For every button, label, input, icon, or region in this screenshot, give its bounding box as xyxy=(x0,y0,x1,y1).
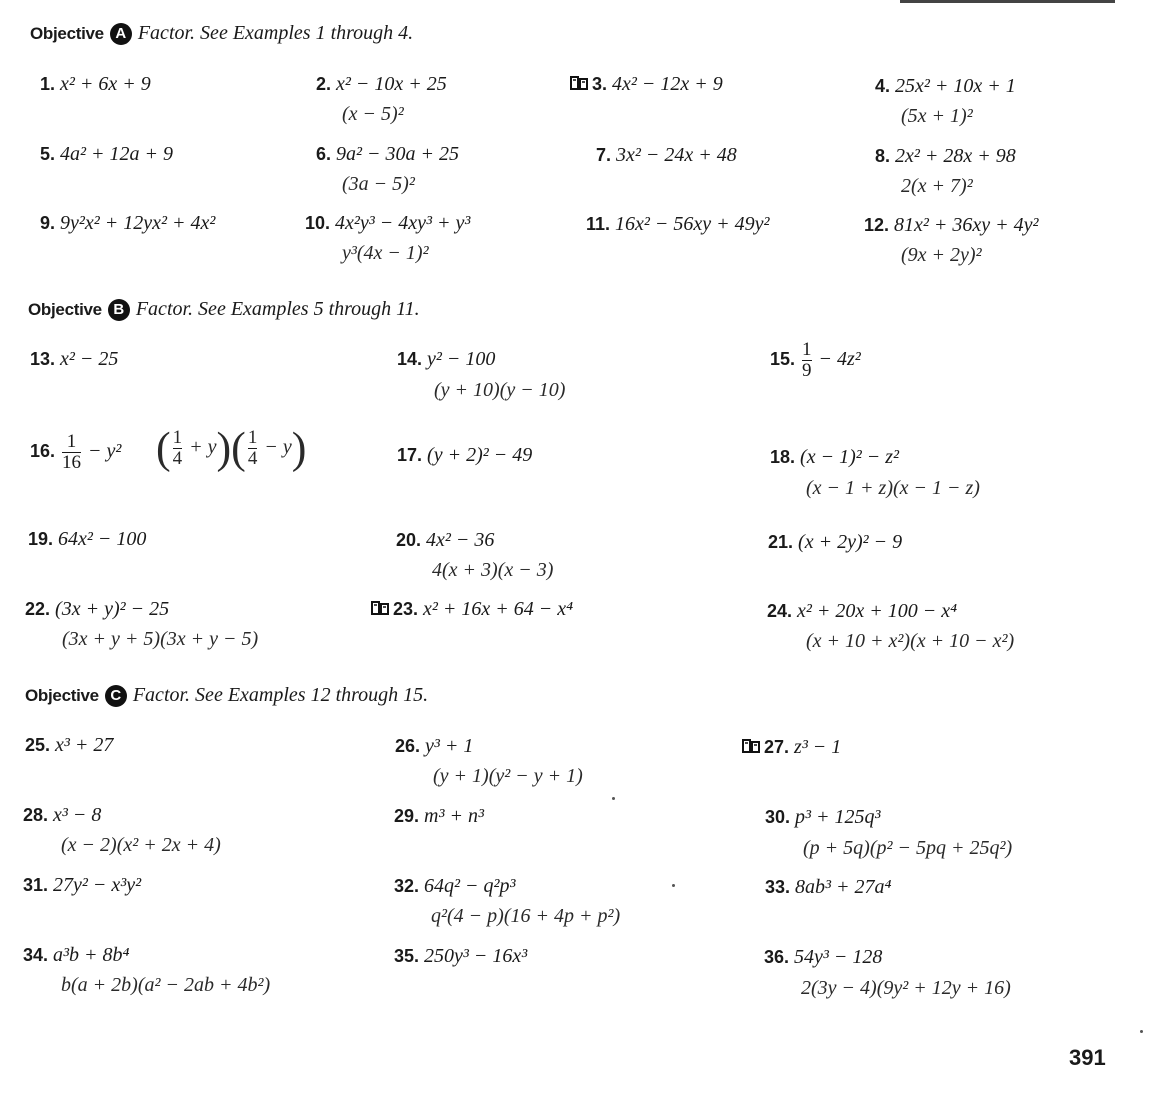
scan-mark xyxy=(1140,1030,1143,1033)
header-rule xyxy=(900,0,1115,3)
answer-6: (3a − 5)² xyxy=(342,173,415,195)
answer-8: 2(x + 7)² xyxy=(901,175,973,197)
answer-26: (y + 1)(y² − y + 1) xyxy=(433,765,583,787)
video-icon xyxy=(568,73,590,93)
fraction-one-sixteenth: $\frac{1}{16}$ xyxy=(62,431,82,473)
problem-5: 5. 4a² + 12a + 9 xyxy=(40,143,174,165)
objective-a-header xyxy=(30,22,413,45)
problem-1: 1. x² + 6x + 9 xyxy=(40,73,151,95)
problem-7: 7. 3x² − 24x + 48 xyxy=(596,144,737,166)
problem-22: 22. (3x + y)² − 25 xyxy=(25,598,170,620)
problem-3: 3. 4x² − 12x + 9 xyxy=(568,72,723,96)
problem-6: 6. 9a² − 30a + 25 xyxy=(316,143,460,165)
problem-23: 23. x² + 16x + 64 − x⁴ xyxy=(369,597,573,621)
problem-35: 35. 250y³ − 16x³ xyxy=(394,945,528,967)
objective-b-header xyxy=(28,298,420,321)
problem-29: 29. m³ + n³ xyxy=(394,805,484,827)
problem-30: 30. p³ + 125q³ xyxy=(765,806,881,828)
video-icon xyxy=(740,736,762,756)
answer-36: 2(3y − 4)(9y² + 12y + 16) xyxy=(801,977,1011,999)
page-number: 391 xyxy=(1069,1045,1106,1070)
objective-label: Objective xyxy=(30,23,104,43)
problem-2: 2. x² − 10x + 25 xyxy=(316,73,447,95)
objective-a-badge: A xyxy=(110,23,132,45)
answer-18: (x − 1 + z)(x − 1 − z) xyxy=(806,477,980,499)
answer-28: (x − 2)(x² + 2x + 4) xyxy=(61,834,221,856)
problem-19: 19. 64x² − 100 xyxy=(28,528,147,550)
problem-16: 16. $\frac{1}{16}$ − y² xyxy=(30,431,122,473)
problem-25: 25. x³ + 27 xyxy=(25,734,114,756)
answer-10: y³(4x − 1)² xyxy=(342,242,429,264)
scan-mark xyxy=(612,797,615,800)
problem-14: 14. y² − 100 xyxy=(397,348,496,370)
problem-31: 31. 27y² − x³y² xyxy=(23,874,142,896)
objective-c-header xyxy=(25,684,428,707)
objective-a-instructions: Factor. See Examples 1 through 4. xyxy=(137,22,414,44)
objective-label: Objective xyxy=(28,299,102,319)
problem-4: 4. 25x² + 10x + 1 xyxy=(875,75,1016,97)
problem-12: 12. 81x² + 36xy + 4y² xyxy=(864,214,1039,236)
problem-15: 15. $\frac{1}{9}$ − 4z² xyxy=(770,339,861,381)
problem-8: 8. 2x² + 28x + 98 xyxy=(875,145,1016,167)
objective-b-badge: B xyxy=(108,299,130,321)
objective-b-instructions: Factor. See Examples 5 through 11. xyxy=(135,298,420,320)
answer-14: (y + 10)(y − 10) xyxy=(434,379,566,401)
objective-c-badge: C xyxy=(105,685,127,707)
problem-13: 13. x² − 25 xyxy=(30,348,119,370)
problem-24: 24. x² + 20x + 100 − x⁴ xyxy=(767,600,958,622)
problem-26: 26. y³ + 1 xyxy=(395,735,474,757)
problem-21: 21. (x + 2y)² − 9 xyxy=(768,531,903,553)
video-icon xyxy=(369,598,391,618)
problem-17: 17. (y + 2)² − 49 xyxy=(397,444,533,466)
scan-mark xyxy=(672,884,675,887)
objective-c-instructions: Factor. See Examples 12 through 15. xyxy=(132,684,429,706)
problem-18: 18. (x − 1)² − z² xyxy=(770,446,899,468)
answer-24: (x + 10 + x²)(x + 10 − x²) xyxy=(806,630,1015,652)
problem-36: 36. 54y³ − 128 xyxy=(764,946,883,968)
answer-16: ( $\frac{1}{4}$ + y)( $\frac{1}{4}$ − y) xyxy=(156,423,307,473)
fraction-one-ninth: $\frac{1}{9}$ xyxy=(802,339,812,381)
problem-9: 9. 9y²x² + 12yx² + 4x² xyxy=(40,212,216,234)
answer-32: q²(4 − p)(16 + 4p + p²) xyxy=(431,905,621,927)
problem-10: 10. 4x²y³ − 4xy³ + y³ xyxy=(305,212,471,234)
problem-27: 27. z³ − 1 xyxy=(740,735,841,759)
problem-32: 32. 64q² − q²p³ xyxy=(394,875,516,897)
problem-34: 34. a³b + 8b⁴ xyxy=(23,944,130,966)
answer-22: (3x + y + 5)(3x + y − 5) xyxy=(62,628,259,650)
answer-34: b(a + 2b)(a² − 2ab + 4b²) xyxy=(61,974,271,996)
objective-label: Objective xyxy=(25,685,99,705)
problem-33: 33. 8ab³ + 27a⁴ xyxy=(765,876,892,898)
answer-4: (5x + 1)² xyxy=(901,105,973,127)
answer-30: (p + 5q)(p² − 5pq + 25q²) xyxy=(803,837,1013,859)
problem-11: 11. 16x² − 56xy + 49y² xyxy=(586,213,770,235)
answer-2: (x − 5)² xyxy=(342,103,404,125)
answer-12: (9x + 2y)² xyxy=(901,244,982,266)
answer-20: 4(x + 3)(x − 3) xyxy=(432,559,554,581)
problem-20: 20. 4x² − 36 xyxy=(396,529,495,551)
problem-28: 28. x³ − 8 xyxy=(23,804,102,826)
